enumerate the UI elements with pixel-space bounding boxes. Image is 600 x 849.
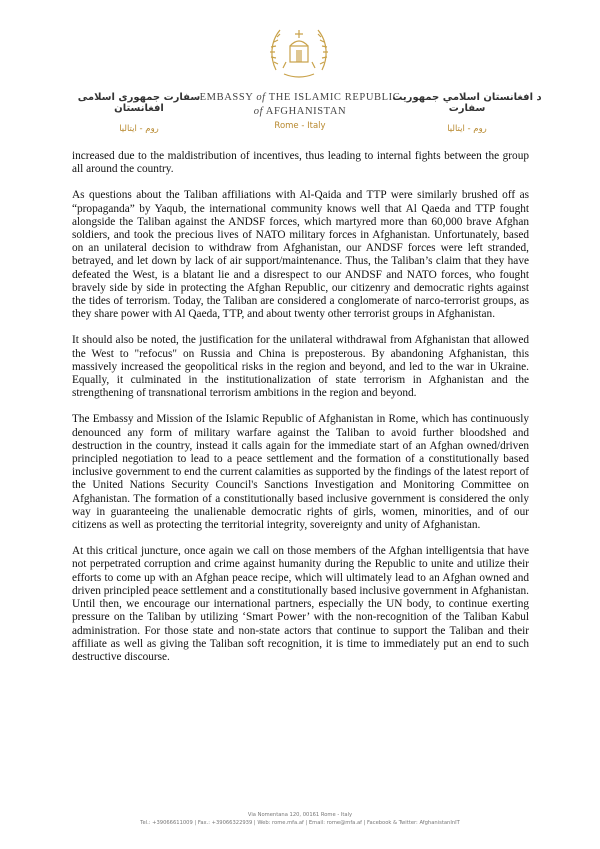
letter-body	[72, 150, 529, 677]
letterhead-left-title: سفارت جمهوری اسلامی افغانستان	[77, 92, 201, 114]
paragraph-1: increased due to the maldistribution of incentives, thus leading to internal fights between the group all around the country.	[72, 150, 529, 176]
embassy-name-line2	[196, 106, 404, 117]
embassy-of-1: of	[256, 92, 266, 103]
embassy-country: AFGHANISTAN	[265, 106, 347, 117]
footer-contacts: Tel.: +39066611009 | Fax.: +39066322939 | Web: rome.mfa.af | Email: rome@mfa.af | Facebook & Twitter: AfghanistanInIT	[140, 820, 460, 826]
letterhead	[0, 0, 600, 140]
footer-address: Via Nomentana 120, 00161 Rome - Italy	[247, 812, 353, 818]
letterhead-right-city: روم - ایتالیا	[447, 124, 487, 134]
embassy-prefix: EMBASSY	[199, 92, 254, 103]
embassy-mid: THE ISLAMIC REPUBLIC	[268, 92, 401, 103]
letterhead-right-title: د افغانستان اسلامي جمهوریت سفارت	[392, 92, 542, 114]
letterhead-left	[64, 92, 214, 134]
paragraph-3: It should also be noted, the justification for the unilateral withdrawal from Afghanistan that allowed the West to "refocus" on Russia and China is preposterous. By abandoning Afghanistan, this massively increased the geopolitical risks in the region and beyond, and led to the war in Ukraine. Equally, it culminated in the institutionalization of state terrorism in Afghanistan and the strengthening of transnational terrorism ambitions in the region and beyond.	[72, 334, 529, 400]
paragraph-4: The Embassy and Mission of the Islamic Republic of Afghanistan in Rome, which has continuously denounced any form of military warfare against the Taliban to avoid further bloodshed and destruction in the country, instead it calls again for the immediate start of an Afghan owned/driven principled negotiation to lead to a peace settlement and the formation of a constitutionally based inclusive government to end the current calamities as supported by the findings of the latest report of the United Nations Security Council's Sanctions Investigation and Monitoring Committee on Afghanistan. The formation of a constitutionally based inclusive government is considered the only way in guaranteeing the unalienable democratic rights of girls, women, minorities, and of our citizens as well as protecting the territorial integrity, sovereignty and unity of Afghanistan.	[72, 413, 529, 532]
letterhead-right	[392, 92, 542, 134]
embassy-city: Rome - Italy	[274, 121, 326, 131]
letterhead-center	[196, 92, 404, 131]
embassy-name-line1	[196, 92, 404, 103]
afghanistan-emblem-icon	[266, 18, 332, 84]
letterhead-left-city: روم - ایتالیا	[119, 124, 159, 134]
letter-footer	[0, 811, 600, 827]
paragraph-5: At this critical juncture, once again we call on those members of the Afghan intelligentsia that have not perpetrated corruption and crime against humanity during the Republic to unite and utilize their efforts to come up with an Afghan peace recipe, which will ultimately lead to an Afghan owned and driven principled peace settlement and a constitutionally based inclusive government in Afghanistan. Until then, we encourage our international partners, especially the UN body, to continue exerting pressure on the Taliban by utilizing ‘Smart Power’ with the non-recognition of the Taliban Kabul administration. For those state and non-state actors that continue to support the Taliban and their affiliate as well as giving the Taliban soft recognition, it is time to immediately put an end to such destructive discourse.	[72, 545, 529, 663]
paragraph-2: As questions about the Taliban affiliations with Al-Qaida and TTP were similarly brushed off as “propaganda” by Yaqub, the international community knows well that Al Qaeda and TTP fought alongside the Taliban against the ANDSF forces, which martyred more than 60,000 brave Afghan soldiers, and took the precious lives of NATO military forces in Afghanistan. Unfortunately, based on an unilateral decision to withdraw from Afghanistan, our ANDSF forces were left stranded, betrayed, and let down by lack of air support/maintenance. Thus, the Taliban’s claim that they have defeated the West, is a blatant lie and a disrespect to our ANDSF and NATO forces, who fought bravely side by side in protecting the Afghan Republic, our citizenry and democratic rights against the tides of terrorism. Today, the Taliban are considered a conglomerate of narco-terrorist groups, as they share power with Al Qaeda, TTP, and about twenty other terrorist groups in Afghanistan.	[72, 189, 529, 321]
embassy-of-2: of	[253, 106, 264, 117]
